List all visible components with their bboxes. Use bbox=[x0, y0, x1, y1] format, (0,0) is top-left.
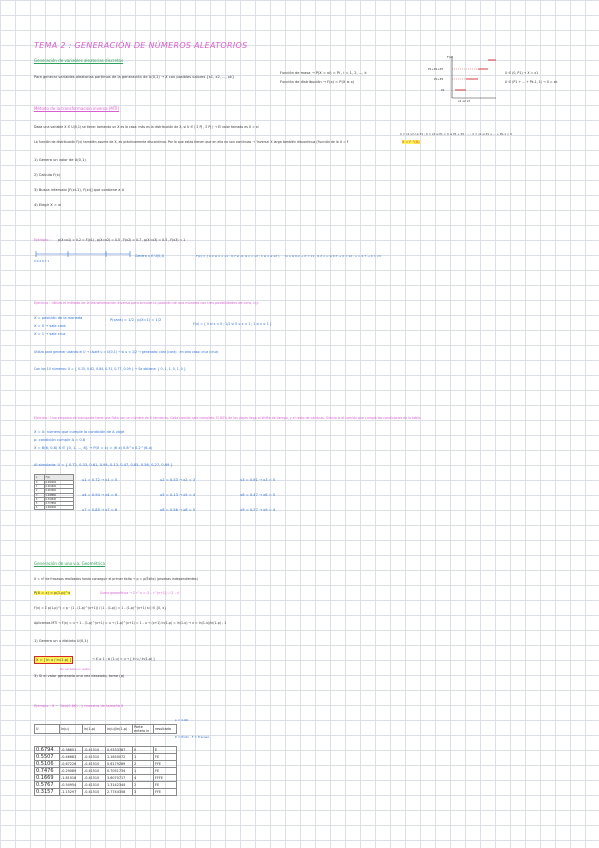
graph-level-1: P1 bbox=[441, 88, 445, 92]
table-row bbox=[35, 768, 177, 775]
table-row bbox=[35, 789, 177, 796]
table-row bbox=[35, 782, 177, 789]
exercise-truck-heading: Ejercicio : Una empresa de transporte tiene una flota con un número de 6 camiones. Cada camión sale completo. El 80% de los viajes llega al límite de tiempo, y el resto de caminos. Simula si el camión que cumple las condiciones de la tabla. bbox=[34, 416, 422, 420]
geo-step-3: 3) Si el valor generado una vez deseado, tome (p) bbox=[34, 674, 125, 678]
example-geo-legend: E = Éxito , F = Fracaso bbox=[175, 735, 210, 739]
geometric-sample-table bbox=[34, 724, 177, 734]
cell: 2.7744358 bbox=[106, 789, 133, 796]
truck-result-4: u4 = 0.94 → x4 = 6 bbox=[82, 493, 118, 497]
cell: FFE bbox=[154, 761, 177, 768]
example-probabilities: p(X=x1) = 0.2 = F(x1) , p(X=x2) = 0.5 , F(x2) = 0.7 , p(X=x3) = 0.3 , F(x3) = 1 bbox=[58, 238, 186, 242]
cell: 1.1650072 bbox=[106, 754, 133, 761]
mti-step-4: 4) Elegir X = xi bbox=[34, 203, 62, 207]
cell: 0.6179289 bbox=[106, 761, 133, 768]
table-row bbox=[35, 747, 177, 754]
truck-result-5: u5 = 0.13 → x5 = 4 bbox=[160, 493, 196, 497]
table-row bbox=[35, 754, 177, 761]
truck-binomial: X = B(6, 0.8) X ∈ {0, 1, ..., 6} → P(X = x) = (6 x) 0.8^x 0.2^(6-x) bbox=[34, 446, 153, 450]
cell: 6 bbox=[35, 506, 45, 510]
geo-geometric-sum: Suma geométrica → Σ r^x = (1 - r^(n+1)) / (1 - r) bbox=[100, 591, 180, 595]
cell: 3 bbox=[35, 493, 45, 497]
cell: 0.001600 bbox=[44, 485, 73, 489]
cell-u: 0.3157 bbox=[35, 789, 60, 796]
table-row bbox=[35, 506, 74, 510]
cell-u: 0.5507 bbox=[35, 754, 60, 761]
cell: 0.7051734 bbox=[106, 768, 133, 775]
graph-ticks: x1 x2 x3 bbox=[458, 99, 471, 103]
coin-line-1: X = posición de la moneda bbox=[34, 316, 83, 320]
cell: -0.41510 bbox=[83, 747, 106, 754]
truck-line-2: p: condición cumplir A = 0.8 bbox=[34, 438, 86, 442]
mini-header-x: x bbox=[35, 475, 45, 481]
cell: -0.38651 bbox=[60, 747, 83, 754]
graph-level-2: P1+P2 bbox=[434, 77, 444, 81]
geo-step-1: 1) Genera un u distinto U(0,1) bbox=[34, 639, 88, 643]
cell: -0.54954 bbox=[60, 782, 83, 789]
example-label: Ejemplo : bbox=[34, 238, 51, 242]
mti-line-1: Dada una variable X ∈ U(0,1) se tiene: tomando un X es la casa: más es la distribución de X, si U ∈ ( Σ Pj , Σ Pj ) → El valor tomado es X = xi bbox=[34, 125, 259, 129]
section-heading-discrete: Generación de variables aleatorias discretas bbox=[34, 58, 124, 63]
cell: FFE bbox=[154, 789, 177, 796]
cell: 0 bbox=[133, 747, 154, 754]
cell: -0.29089 bbox=[60, 768, 83, 775]
cell: 0.9333387 bbox=[106, 747, 133, 754]
cell-u: 0.7476 bbox=[35, 768, 60, 775]
cell: -0.41510 bbox=[83, 754, 106, 761]
cell: 0.016960 bbox=[44, 489, 73, 493]
truck-result-8: u8 = 0.56 → x8 = 5 bbox=[160, 508, 196, 512]
brace-distribution-function: Función de distribución → F(x) = P(X ≤ x) bbox=[280, 80, 355, 84]
example-rule: Si u ≤ 0.2 → X = x1 ; 0.2 < u ≤ 0.7 → X = x2 ; u > 0.7 → X = x3 bbox=[285, 254, 381, 258]
truck-result-1: u1 = 0.72 → x1 = 5 bbox=[82, 478, 118, 482]
section-heading-mti: Método de la transformación inversa (MTI) bbox=[34, 106, 120, 111]
truck-result-9: u9 = 0.27 → x9 = 4 bbox=[240, 508, 276, 512]
truck-result-3: u3 = 0.61 → x3 = 5 bbox=[240, 478, 276, 482]
header-ln-u: ln(u) bbox=[60, 725, 83, 734]
table-row bbox=[35, 775, 177, 782]
number-line-labels: 0 0.2 0.7 1 bbox=[34, 259, 50, 263]
rule-first: U ∈ (0, P1) → X = x1 bbox=[505, 71, 539, 75]
geo-formula-note: No necesita un restar bbox=[60, 667, 91, 671]
header-u: U bbox=[35, 725, 60, 734]
rule-last: U ∈ (P1 + ... + Pk-1, 1) → X = xk bbox=[505, 80, 558, 84]
coin-results: Con los 10 números: U = { 0.15, 0.62, 0.84, 0.31, 0.77, 0.09 } → Se obtiene: { 0, 1, 1, 0, 1, 0 } bbox=[34, 367, 186, 371]
geo-definition: X = nº de fracasos realizados hasta conseguir el primer éxito → p = p(Éxito) (pruebas independientes) bbox=[34, 577, 198, 581]
cell: 2 bbox=[35, 489, 45, 493]
cell: 5 bbox=[35, 501, 45, 505]
example-cdf: F(x) = { 0.2 si x < x1 ; 0.7 si x1 ≤ x < x2 ; 1 si x ≥ x2 } bbox=[196, 254, 280, 258]
cell: FFFE bbox=[154, 775, 177, 782]
cell: 2 bbox=[133, 782, 154, 789]
cell: 1 bbox=[35, 485, 45, 489]
cell: -0.46683 bbox=[60, 754, 83, 761]
cell: -0.41510 bbox=[83, 782, 106, 789]
intro-text: Para generar variables aleatorias partimos de la generación de U(0,1) → X con posibles valores {x1, x2, ..., xk} bbox=[34, 75, 235, 79]
cell: 0.000064 bbox=[44, 481, 73, 485]
geo-cdf: F(x) = Σ p(1-p)^j = p · (1 - (1-p)^(x+1)) / (1 - (1-p)) = 1 - (1-p)^(x+1) si j ∈ {0, x} bbox=[34, 606, 167, 610]
cell: 0.344640 bbox=[44, 497, 73, 501]
graph-level-3: P1+P2+P3 bbox=[428, 67, 444, 71]
geo-mti: Aplicamos MTI → F(x) = u → 1 - (1-p)^(x+1) = u → (1-p)^(x+1) = 1 - u → (x+1) ln(1-p) = ln(1-u) → x = ln(1-u)/ln(1-p) - 1 bbox=[34, 621, 227, 625]
exercise-coin-heading: Ejercicio : Utiliza el método de la transformación inversa para simular la posición de una moneda con tres posibilidades de cara, c/y. bbox=[34, 301, 259, 305]
cell: FE bbox=[154, 768, 177, 775]
header-ratio: ln(u)/ln(1-p) bbox=[106, 725, 133, 734]
example-generate: Genera u ∈ U(0,1) bbox=[135, 254, 165, 258]
example-geo-heading: Ejemplo : X ~ Geo(0.66) , y muestra de tamaño 6 bbox=[34, 704, 124, 708]
cell: FE bbox=[154, 782, 177, 789]
header-result: resultado bbox=[154, 725, 177, 734]
cell: 0 bbox=[35, 481, 45, 485]
cell: -0.41510 bbox=[83, 775, 106, 782]
truck-uniforms: Al simularla: U = { 0.72, 0.33, 0.61, 0.94, 0.13, 0.47, 0.85, 0.56, 0.27, 0.69 } bbox=[34, 463, 173, 467]
table-row bbox=[35, 761, 177, 768]
mti-step-3: 3) Busca intervalo [F(xi-1), F(xi)] que contiene a U bbox=[34, 188, 125, 192]
truck-result-2: u2 = 0.33 → x2 = 3 bbox=[160, 478, 196, 482]
geo-formula-rest: → X ≥ 1 ; si (1-u) ≈ u → [ ln u / ln(1-p) ] bbox=[92, 657, 155, 661]
mini-header-fx: F(x) bbox=[44, 475, 73, 481]
geometric-sample-rows bbox=[34, 746, 177, 796]
cell: -0.41510 bbox=[83, 789, 106, 796]
cell: 3 bbox=[133, 789, 154, 796]
section-heading-geometric: Generación de una v.a. Geométrica bbox=[34, 561, 105, 566]
cell: 0.098880 bbox=[44, 493, 73, 497]
cell: -1.15297 bbox=[60, 789, 83, 796]
cell: 1 bbox=[133, 754, 154, 761]
coin-generate: Utiliza para generar usando el U → Usaré u = U(0,1) → si u < 1/2 → generada: cara (cara) ; en otro caso: cruz (cruz) bbox=[34, 350, 219, 354]
coin-line-tails: X = 1 → sale cruz bbox=[34, 332, 66, 336]
truck-result-7: u7 = 0.85 → x7 = 6 bbox=[82, 508, 118, 512]
brace-mass-function: Función de masa → P(X = xi) = Pi , i = 1, 2, ..., k bbox=[280, 71, 367, 75]
cell: 1.000000 bbox=[44, 506, 73, 510]
cell: E bbox=[154, 747, 177, 754]
header-integer-part: Parte entera ln bbox=[133, 725, 154, 734]
cell: -0.41510 bbox=[83, 768, 106, 775]
cell-u: 0.5106 bbox=[35, 761, 60, 768]
cell-u: 0.1669 bbox=[35, 775, 60, 782]
example-geo-p: p = 0.66 bbox=[175, 718, 189, 722]
mti-step-2: 2) Calcula F(x) bbox=[34, 173, 61, 177]
cell: -1.81016 bbox=[60, 775, 83, 782]
cell: 3.6070717 bbox=[106, 775, 133, 782]
graph-axis-label: F(x) bbox=[447, 55, 453, 59]
mti-cases: X = x1 si U ≤ P1 ; X = x2 si P1 < U ≤ P1 + P2 ; ... ; X = xk si P1 + ... + Pk-1 < U bbox=[400, 132, 513, 136]
coin-cdf: F(x) = { 0 si x < 0 ; 1/2 si 0 ≤ x < 1 ; 1 si x ≥ 1 } bbox=[193, 322, 272, 326]
geo-mass-function: P(X = x) = p(1-p)^x bbox=[34, 591, 71, 595]
truck-result-6: u6 = 0.47 → x6 = 5 bbox=[240, 493, 276, 497]
mti-inverse-formula: X = F⁻¹(U) bbox=[402, 140, 420, 144]
cell: 4 bbox=[133, 775, 154, 782]
coin-line-heads: X = 0 → sale cara bbox=[34, 324, 66, 328]
cell: -0.41510 bbox=[83, 761, 106, 768]
cell-u: 0.5767 bbox=[35, 782, 60, 789]
truck-line-1: X = X: número que cumple la condición de A viaje bbox=[34, 430, 125, 434]
cell: 2 bbox=[133, 761, 154, 768]
cell: -0.67226 bbox=[60, 761, 83, 768]
cell: 4 bbox=[35, 497, 45, 501]
cell: 0.737856 bbox=[44, 501, 73, 505]
cell: FE bbox=[154, 754, 177, 761]
mti-line-2: La función de distribución F(x) también asume de X, es prácticamente discontinua. Por lo que estas tienen que en ella no son continuas → 'Inversa' X larga también discontinua (Función de la U = F bbox=[34, 140, 349, 144]
cell: 1 bbox=[133, 768, 154, 775]
coin-probability: P(cara) = 1/2 ; p(X=1) = 1/2 bbox=[110, 318, 162, 322]
binomial-cdf-table bbox=[34, 474, 74, 510]
cell-u: 0.6794 bbox=[35, 747, 60, 754]
page-title: TEMA 2 : GENERACIÓN DE NÚMEROS ALEATORIOS bbox=[34, 41, 248, 50]
geo-formula-box: X = [ ln u / ln(1-p) ] bbox=[34, 656, 73, 664]
mti-step-1: 1) Genera un valor de U(0,1) bbox=[34, 158, 86, 162]
cell: 1.3142344 bbox=[106, 782, 133, 789]
header-ln-1-p: ln(1-p) bbox=[83, 725, 106, 734]
